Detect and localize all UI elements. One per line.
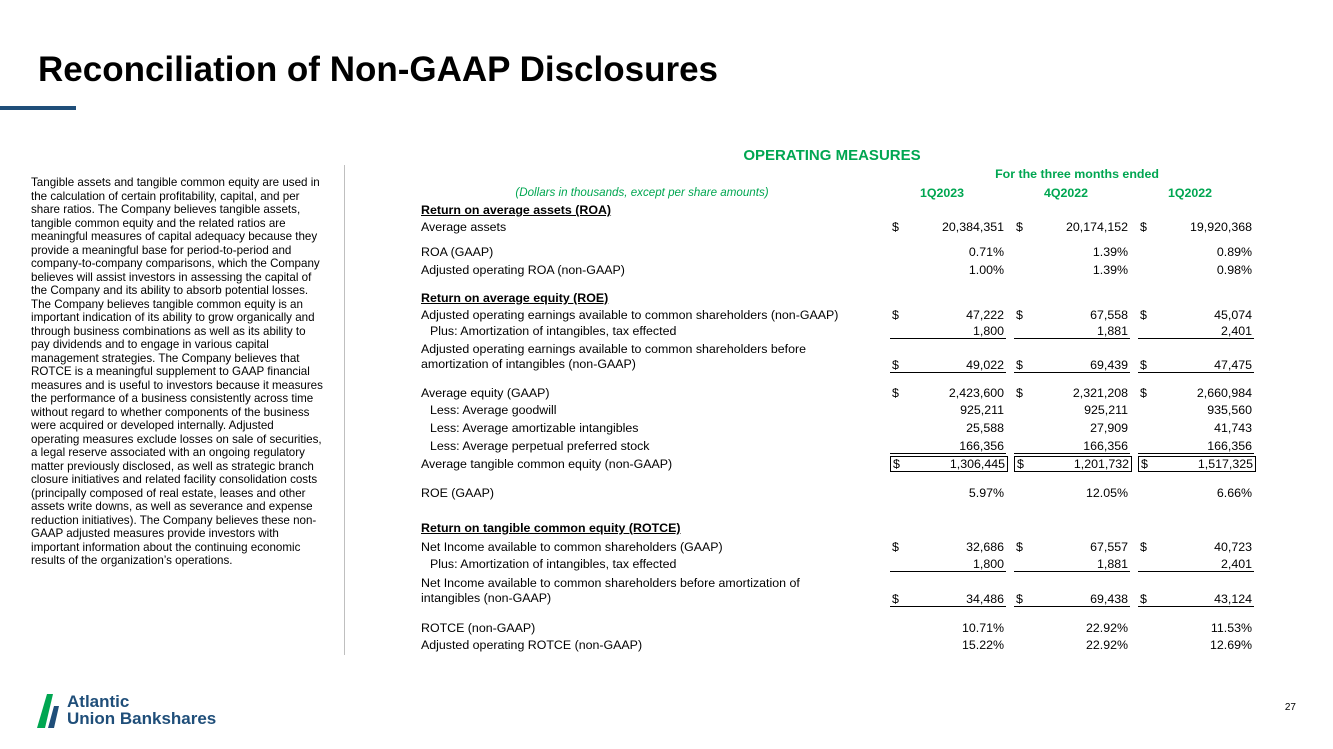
- value-cell: 1.00%: [968, 263, 1004, 277]
- value-cell: 47,475: [1214, 358, 1252, 372]
- value-cell: 2,401: [1220, 557, 1252, 571]
- dollar-sign: $: [1016, 358, 1023, 372]
- row-label: Net Income available to common shareholders (GAAP): [421, 540, 723, 554]
- value-cell: 1,201,732: [1073, 457, 1129, 471]
- value-cell: 166,356: [959, 439, 1004, 453]
- value-cell: 925,211: [1084, 403, 1128, 417]
- title-underline-bar: [0, 106, 76, 110]
- row-label-line1: Net Income available to common shareholders before amortization of: [421, 576, 800, 590]
- dollar-sign: $: [1016, 540, 1023, 554]
- units-note: (Dollars in thousands, except per share amounts): [515, 186, 769, 199]
- dollar-sign: $: [892, 386, 899, 400]
- value-cell: 34,486: [966, 592, 1004, 606]
- row-label: Adjusted operating ROTCE (non-GAAP): [421, 638, 643, 652]
- page-title: Reconciliation of Non-GAAP Disclosures: [38, 50, 719, 89]
- value-cell: 1,881: [1096, 557, 1128, 571]
- table-row: [0, 576, 1333, 607]
- table-row: [0, 307, 1333, 323]
- table-row: [0, 539, 1333, 555]
- dollar-sign: $: [892, 308, 899, 322]
- table-row: [0, 342, 1333, 373]
- row-label: ROE (GAAP): [421, 486, 494, 500]
- dollar-sign: $: [1140, 220, 1147, 234]
- value-cell: 6.66%: [1216, 486, 1252, 500]
- table-row: [0, 402, 1333, 418]
- column-header-4q2022: 4Q2022: [1043, 186, 1089, 200]
- value-cell: 1,306,445: [949, 457, 1005, 471]
- dollar-sign: $: [1016, 220, 1023, 234]
- row-label: Less: Average perpetual preferred stock: [430, 439, 650, 453]
- value-cell: 166,356: [1083, 439, 1128, 453]
- table-row: [0, 385, 1333, 401]
- value-cell: 10.71%: [961, 621, 1004, 635]
- table-row: [0, 438, 1333, 454]
- value-cell: 0.98%: [1216, 263, 1252, 277]
- value-cell: 1,800: [972, 324, 1004, 338]
- table-row: [0, 637, 1333, 653]
- value-cell: 11.53%: [1210, 621, 1252, 635]
- value-cell: 27,909: [1090, 421, 1128, 435]
- table-row: [0, 456, 1333, 472]
- row-label: ROA (GAAP): [421, 245, 494, 259]
- value-cell: 19,920,368: [1189, 220, 1252, 234]
- row-label: Plus: Amortization of intangibles, tax effected: [430, 324, 677, 338]
- value-cell: 22.92%: [1085, 621, 1128, 635]
- column-header-1q2022: 1Q2022: [1167, 186, 1213, 200]
- value-cell: 2,401: [1220, 324, 1252, 338]
- value-cell: 20,174,152: [1065, 220, 1128, 234]
- value-cell: 1,881: [1096, 324, 1128, 338]
- value-cell: 47,222: [966, 308, 1004, 322]
- dollar-sign: $: [1016, 308, 1023, 322]
- value-cell: 41,743: [1214, 421, 1252, 435]
- value-cell: 12.69%: [1209, 638, 1252, 652]
- row-label: Average equity (GAAP): [421, 386, 550, 400]
- value-cell: 2,321,208: [1072, 386, 1128, 400]
- value-cell: 1.39%: [1092, 263, 1128, 277]
- dollar-sign: $: [1017, 457, 1024, 471]
- section-title: OPERATING MEASURES: [743, 147, 921, 164]
- value-cell: 67,557: [1090, 540, 1128, 554]
- dollar-sign: $: [1140, 540, 1147, 554]
- value-cell: 32,686: [966, 540, 1004, 554]
- value-cell: 925,211: [960, 403, 1004, 417]
- logo-text-line2: Union Bankshares: [67, 709, 217, 728]
- table-row: [0, 620, 1333, 636]
- value-cell: 2,660,984: [1196, 386, 1252, 400]
- table-row: [0, 485, 1333, 501]
- value-cell: 1,800: [972, 557, 1004, 571]
- table-row: [0, 420, 1333, 436]
- row-label: ROTCE (non-GAAP): [421, 621, 536, 635]
- row-label: Adjusted operating ROA (non-GAAP): [421, 263, 625, 277]
- group-header-roa: Return on average assets (ROA): [421, 203, 612, 217]
- row-label: [421, 342, 806, 372]
- period-label: For the three months ended: [995, 167, 1159, 181]
- table-row: [0, 219, 1333, 235]
- value-cell: 25,588: [966, 421, 1004, 435]
- value-cell: 5.97%: [968, 486, 1004, 500]
- dollar-sign: $: [892, 592, 899, 606]
- value-cell: 69,438: [1090, 592, 1128, 606]
- value-cell: 2,423,600: [948, 386, 1004, 400]
- value-cell: 69,439: [1090, 358, 1128, 372]
- row-label: [421, 576, 800, 606]
- value-cell: 1,517,325: [1197, 457, 1253, 471]
- row-label: Plus: Amortization of intangibles, tax effected: [430, 557, 677, 571]
- value-cell: 0.71%: [968, 245, 1004, 259]
- value-cell: 20,384,351: [941, 220, 1004, 234]
- dollar-sign: $: [892, 220, 899, 234]
- row-label-line2: amortization of intangibles (non-GAAP): [421, 357, 636, 371]
- value-cell: 45,074: [1214, 308, 1252, 322]
- dollar-sign: $: [892, 540, 899, 554]
- value-cell: 12.05%: [1085, 486, 1128, 500]
- dollar-sign: $: [1140, 308, 1147, 322]
- value-cell: 166,356: [1207, 439, 1252, 453]
- value-cell: 22.92%: [1085, 638, 1128, 652]
- dollar-sign: $: [1141, 457, 1148, 471]
- dollar-sign: $: [1140, 358, 1147, 372]
- logo-text-line1: Atlantic: [67, 692, 130, 711]
- dollar-sign: $: [1016, 592, 1023, 606]
- value-cell: 15.22%: [961, 638, 1004, 652]
- value-cell: 67,558: [1090, 308, 1128, 322]
- table-row: [0, 290, 1333, 306]
- row-label: Average tangible common equity (non-GAAP): [421, 457, 673, 471]
- row-label: Average assets: [421, 220, 507, 234]
- value-cell: 1.39%: [1092, 245, 1128, 259]
- table-row: [0, 202, 1333, 218]
- row-label: Less: Average goodwill: [430, 403, 557, 417]
- dollar-sign: $: [1140, 592, 1147, 606]
- page-number: 27: [1284, 702, 1296, 713]
- dollar-sign: $: [1140, 386, 1147, 400]
- logo-mark-icon: [37, 694, 65, 728]
- value-cell: 43,124: [1214, 592, 1252, 606]
- table-row: [0, 323, 1333, 339]
- row-label: Less: Average amortizable intangibles: [430, 421, 639, 435]
- group-header-rotce: Return on tangible common equity (ROTCE): [421, 521, 681, 535]
- value-cell: 40,723: [1214, 540, 1252, 554]
- value-cell: 935,560: [1207, 403, 1252, 417]
- disclosure-text: Tangible assets and tangible common equity are used in the calculation of certain profitability, capital, and per share ratios. The Company believes tangible assets, tangible common equity and the related ratios are meaningful measures of capital adequacy because they provide a meaningful base for period-to-period and company-to-company comparisons, which the Company believes will assist investors in assessing the capital of the Company and its ability to absorb potential losses. The Company believes tangible common equity is an important indication of its ability to grow organically and through business combinations as well as its ability to pay dividends and to engage in various capital management strategies. The Company believes that ROTCE is a meaningful supplement to GAAP financial measures and is useful to investors because it measures the performance of a business consistently across time without regard to whether components of the business were acquired or developed internally. Adjusted operating measures exclude losses on sale of securities, a legal reserve associated with an ongoing regulatory matter previously disclosed, as well as strategic branch closure initiatives and related facility consolidation costs (principally composed of real estate, leases and other assets write downs, as well as severance and expense reduction initiatives). The Company believes these non-GAAP adjusted measures provide investors with important information about the continuing economic results of the organization’s operations.: [31, 176, 323, 567]
- row-label-line2: intangibles (non-GAAP): [421, 591, 552, 605]
- company-logo: [37, 692, 267, 732]
- dollar-sign: $: [892, 358, 899, 372]
- table-row: [0, 244, 1333, 260]
- row-label-line1: Adjusted operating earnings available to common shareholders before: [421, 342, 807, 356]
- group-header-roe: Return on average equity (ROE): [421, 291, 609, 305]
- table-row: [0, 520, 1333, 536]
- value-cell: 0.89%: [1216, 245, 1252, 259]
- row-label: Adjusted operating earnings available to common shareholders (non-GAAP): [421, 308, 839, 322]
- table-row: [0, 556, 1333, 572]
- dollar-sign: $: [1016, 386, 1023, 400]
- value-cell: 49,022: [966, 358, 1004, 372]
- column-header-1q2023: 1Q2023: [919, 186, 965, 200]
- dollar-sign: $: [893, 457, 900, 471]
- table-row: [0, 262, 1333, 278]
